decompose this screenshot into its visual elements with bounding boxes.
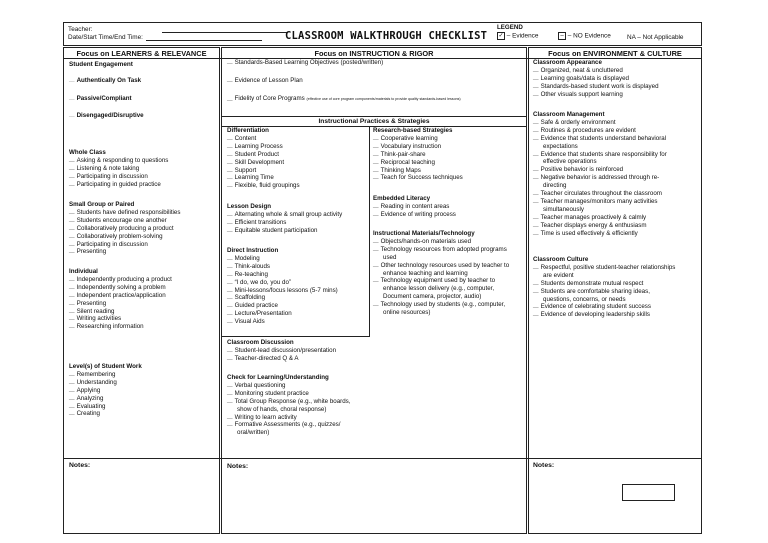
- checklist-item[interactable]: __ Visual Aids: [227, 318, 338, 326]
- checklist-item[interactable]: __ Students are comfortable sharing ideas,: [533, 288, 675, 296]
- checklist-item[interactable]: __ Learning goals/data is displayed: [533, 75, 659, 83]
- differentiation-label: Differentiation: [227, 127, 269, 134]
- checklist-item[interactable]: __ Creating: [69, 410, 142, 418]
- datetime-field[interactable]: [68, 34, 262, 41]
- checklist-item[interactable]: __ Alternating whole & small group activity: [227, 211, 342, 219]
- lesson-design-label: Lesson Design: [227, 203, 272, 210]
- checklist-item[interactable]: __ Skill Development: [227, 159, 300, 167]
- checklist-item[interactable]: __ Formative Assessments (e.g., quizzes/: [227, 421, 350, 429]
- checklist-item[interactable]: __ Writing to learn activity: [227, 414, 350, 422]
- checklist-item[interactable]: __ Evidence of celebrating student success: [533, 303, 675, 311]
- checklist-item[interactable]: __ Participating in guided practice: [69, 181, 168, 189]
- page-title: CLASSROOM WALKTHROUGH CHECKLIST: [285, 30, 488, 42]
- checklist-item[interactable]: __ Analyzing: [69, 395, 142, 403]
- checklist-item[interactable]: __ Efficient transitions: [227, 219, 342, 227]
- checklist-item[interactable]: __ Equitable student participation: [227, 227, 342, 235]
- checklist-item[interactable]: __ Evidence that students share responsibility for: [533, 151, 667, 159]
- checklist-item[interactable]: __ Independent practice/application: [69, 292, 172, 300]
- authentic-item[interactable]: __ Authentically On Task: [69, 77, 141, 85]
- checklist-item[interactable]: __ Reading in content areas: [373, 203, 456, 211]
- checklist-item[interactable]: __ Teacher circulates throughout the classroom: [533, 190, 667, 198]
- legend-title: LEGEND: [497, 24, 523, 31]
- checklist-item[interactable]: __ Asking & responding to questions: [69, 157, 168, 165]
- checklist-item[interactable]: __ Vocabulary instruction: [373, 143, 463, 151]
- differentiation-section: [227, 127, 300, 190]
- checklist-item[interactable]: __ Verbal questioning: [227, 382, 350, 390]
- checklist-item[interactable]: __ Other visuals support learning: [533, 91, 659, 99]
- teacher-field[interactable]: [68, 26, 288, 33]
- cfu-section: Check for Learning/Understanding __ Verbal questioning __ Monitoring student practice __ Total Group Response (e.g., white boards, show of hands, choral response) __ Writing to learn activity __ Formative Assessments (e.g., quizzes/ oral/written): [227, 374, 350, 437]
- datetime-label: Date/Start Time/End Time:: [68, 34, 143, 41]
- checklist-item[interactable]: __ Standards-based student work is displayed: [533, 83, 659, 91]
- checklist-item[interactable]: __ Presenting: [69, 248, 180, 256]
- environment-heading: Focus on ENVIRONMENT & CULTURE: [548, 49, 682, 58]
- checklist-item[interactable]: __ Other technology resources used by teacher to: [373, 262, 509, 270]
- management-section: Classroom Management __ Safe & orderly environment __ Routines & procedures are evident __ Evidence that students understand behavioral expectations __ Evidence that students share responsibility for effective operations __ Positive behavior is reinforced __ Negative behavior is addressed through re- directing __ Teacher circulates throughout the classroom __ Teacher manages/monitors many activities simultaneously __ Teacher manages proactively & calmly __ Teacher displays energy & enthusiasm __ Time is used effectively & efficiently: [533, 111, 667, 238]
- checklist-item[interactable]: __ Guided practice: [227, 302, 338, 310]
- notes-learners[interactable]: Notes:: [69, 462, 91, 469]
- checklist-item[interactable]: __ Technology equipment used by teacher to: [373, 277, 509, 285]
- fidelity-item[interactable]: __ Fidelity of Core Programs (effective use of core program components/materials to provide quality standards-based lessons): [227, 95, 461, 104]
- individual-label: Individual: [69, 268, 98, 275]
- checklist-item[interactable]: __ Students have defined responsibilities: [69, 209, 180, 217]
- checklist-item[interactable]: __ Teacher displays energy & enthusiasm: [533, 222, 667, 230]
- checklist-item[interactable]: __ Monitoring student practice: [227, 390, 350, 398]
- checklist-item[interactable]: __ Participating in discussion: [69, 173, 168, 181]
- checklist-item[interactable]: __ Safe & orderly environment: [533, 119, 667, 127]
- passive-item[interactable]: __ Passive/Compliant: [69, 95, 132, 103]
- discussion-label: Classroom Discussion: [227, 339, 294, 346]
- whole-class-label: Whole Class: [69, 149, 106, 156]
- direct-instruction-section: [227, 247, 338, 326]
- literacy-label: Embedded Literacy: [373, 195, 431, 202]
- checklist-item[interactable]: __ Listening & note taking: [69, 165, 168, 173]
- checklist-item[interactable]: __ Technology resources from adopted programs: [373, 246, 509, 254]
- checklist-item[interactable]: __ Students demonstrate mutual respect: [533, 280, 675, 288]
- checklist-item[interactable]: __ Objects/hands-on materials used: [373, 238, 509, 246]
- checklist-item[interactable]: __ Time is used effectively & efficiently: [533, 230, 667, 238]
- disengaged-item[interactable]: __ Disengaged/Disruptive: [69, 112, 144, 120]
- checklist-item[interactable]: __ Teacher-directed Q & A: [227, 355, 336, 363]
- dash-box-icon: –: [558, 32, 566, 40]
- materials-label: Instructional Materials/Technology: [373, 230, 475, 237]
- discussion-section: [227, 339, 336, 363]
- checklist-item[interactable]: __ Cooperative learning: [373, 135, 463, 143]
- checklist-item[interactable]: __ Scaffolding: [227, 294, 338, 302]
- checklist-item[interactable]: __ Remembering: [69, 371, 142, 379]
- checklist-item[interactable]: __ Students encourage one another: [69, 217, 180, 225]
- checklist-item[interactable]: __ Collaboratively producing a product: [69, 225, 180, 233]
- checklist-item[interactable]: __ Evaluating: [69, 403, 142, 411]
- notes-instruction[interactable]: Notes:: [227, 463, 249, 470]
- checklist-item[interactable]: __ Evidence that students understand behavioral: [533, 135, 667, 143]
- checklist-item[interactable]: __ Organized, neat & uncluttered: [533, 67, 659, 75]
- learners-heading: Focus on LEARNERS & RELEVANCE: [76, 49, 207, 58]
- check-icon: ✓: [498, 33, 504, 39]
- direct-instruction-label: Direct Instruction: [227, 247, 279, 254]
- checklist-item[interactable]: __ Researching information: [69, 323, 172, 331]
- checklist-item[interactable]: __ Learning Time: [227, 174, 300, 182]
- engagement-label: Student Engagement: [69, 61, 133, 68]
- checklist-item[interactable]: __ Student Product: [227, 151, 300, 159]
- checklist-item[interactable]: __ Content: [227, 135, 300, 143]
- checklist-item[interactable]: __ Student-lead discussion/presentation: [227, 347, 336, 355]
- levels-section: [69, 363, 142, 418]
- whole-class-section: [69, 149, 168, 189]
- legend-evidence: ✓ – Evidence: [498, 32, 539, 40]
- lesson-plan-item[interactable]: __ Evidence of Lesson Plan: [227, 77, 303, 85]
- checklist-item[interactable]: __ Positive behavior is reinforced: [533, 166, 667, 174]
- checklist-item[interactable]: __ Respectful, positive student-teacher relationships: [533, 264, 675, 272]
- checklist-item[interactable]: __ Modeling: [227, 255, 338, 263]
- research-section: [373, 127, 463, 182]
- checklist-item[interactable]: __ “I do, we do, you do”: [227, 279, 338, 287]
- ips-split-line: [369, 126, 370, 336]
- checklist-item[interactable]: __ Teacher manages/monitors many activities: [533, 198, 667, 206]
- standards-item[interactable]: __ Standards-Based Learning Objectives (posted/written): [227, 59, 383, 67]
- legend-na: NA – Not Applicable: [627, 34, 684, 41]
- checklist-item[interactable]: __ Support: [227, 167, 300, 175]
- teacher-label: Teacher:: [68, 26, 93, 33]
- small-group-section: [69, 201, 180, 256]
- checklist-item[interactable]: __ Evidence of developing leadership skills: [533, 311, 675, 319]
- checklist-item[interactable]: __ Flexible, fluid groupings: [227, 182, 300, 190]
- instruction-heading: Focus on INSTRUCTION & RIGOR: [314, 49, 434, 58]
- small-group-label: Small Group or Paired: [69, 201, 135, 208]
- checklist-item[interactable]: __ Routines & procedures are evident: [533, 127, 667, 135]
- ips-top-line: [221, 116, 527, 117]
- legend-no-evidence: – – NO Evidence: [558, 32, 611, 40]
- checklist-item[interactable]: __ Independently producing a product: [69, 276, 172, 284]
- materials-section: Instructional Materials/Technology __ Objects/hands-on materials used __ Technology resources from adopted programs used __ Other technology resources used by teacher to enhance teaching and learning __ Technology equipment used by teacher to enhance lesson delivery (e.g., computer, Document camera, projector, audio) __ Technology used by students (e.g., computer, online resources): [373, 230, 509, 317]
- checklist-item[interactable]: __ Thinking Maps: [373, 167, 463, 175]
- checklist-item[interactable]: __ Independently solving a problem: [69, 284, 172, 292]
- checklist-item[interactable]: __ Negative behavior is addressed through re-: [533, 174, 667, 182]
- culture-label: Classroom Culture: [533, 256, 589, 263]
- checklist-item[interactable]: __ Teach for Success techniques: [373, 174, 463, 182]
- score-box[interactable]: [622, 484, 675, 501]
- checklist-item[interactable]: __ Teacher manages proactively & calmly: [533, 214, 667, 222]
- checklist-item[interactable]: __ Think-alouds: [227, 263, 338, 271]
- checklist-item[interactable]: __ Total Group Response (e.g., white boards,: [227, 398, 350, 406]
- ips-end-line: [221, 336, 370, 337]
- culture-section: Classroom Culture __ Respectful, positive student-teacher relationships are evident __ Students demonstrate mutual respect __ Students are comfortable sharing ideas, questions, concerns, or needs __ Evidence of celebrating student success __ Evidence of developing leadership skills: [533, 256, 675, 319]
- levels-label: Level(s) of Student Work: [69, 363, 142, 370]
- checklist-item[interactable]: __ Reciprocal teaching: [373, 159, 463, 167]
- ips-heading: Instructional Practices & Strategies: [318, 118, 430, 125]
- checklist-item[interactable]: __ Collaboratively problem-solving: [69, 233, 180, 241]
- checklist-item[interactable]: __ Silent reading: [69, 308, 172, 316]
- appearance-section: [533, 59, 659, 99]
- checklist-item[interactable]: __ Lecture/Presentation: [227, 310, 338, 318]
- checklist-item[interactable]: __ Learning Process: [227, 143, 300, 151]
- appearance-label: Classroom Appearance: [533, 59, 602, 66]
- checklist-item[interactable]: __ Technology used by students (e.g., computer,: [373, 301, 509, 309]
- notes-divider: [63, 458, 702, 459]
- checklist-item[interactable]: __ Participating in discussion: [69, 241, 180, 249]
- checklist-item[interactable]: __ Think-pair-share: [373, 151, 463, 159]
- checklist-item[interactable]: __ Presenting: [69, 300, 172, 308]
- checklist-item[interactable]: __ Mini-lessons/focus lessons (5-7 mins): [227, 287, 338, 295]
- checklist-item[interactable]: __ Evidence of writing process: [373, 211, 456, 219]
- notes-environment[interactable]: Notes:: [533, 462, 555, 469]
- individual-section: [69, 268, 172, 331]
- research-label: Research-based Strategies: [373, 127, 453, 134]
- checklist-item[interactable]: __ Applying: [69, 387, 142, 395]
- management-label: Classroom Management: [533, 111, 605, 118]
- checklist-item[interactable]: __ Re-teaching: [227, 271, 338, 279]
- cfu-label: Check for Learning/Understanding: [227, 374, 329, 381]
- literacy-section: [373, 195, 456, 219]
- checklist-item[interactable]: __ Understanding: [69, 379, 142, 387]
- lesson-design-section: [227, 203, 342, 235]
- checklist-item[interactable]: __ Writing activities: [69, 315, 172, 323]
